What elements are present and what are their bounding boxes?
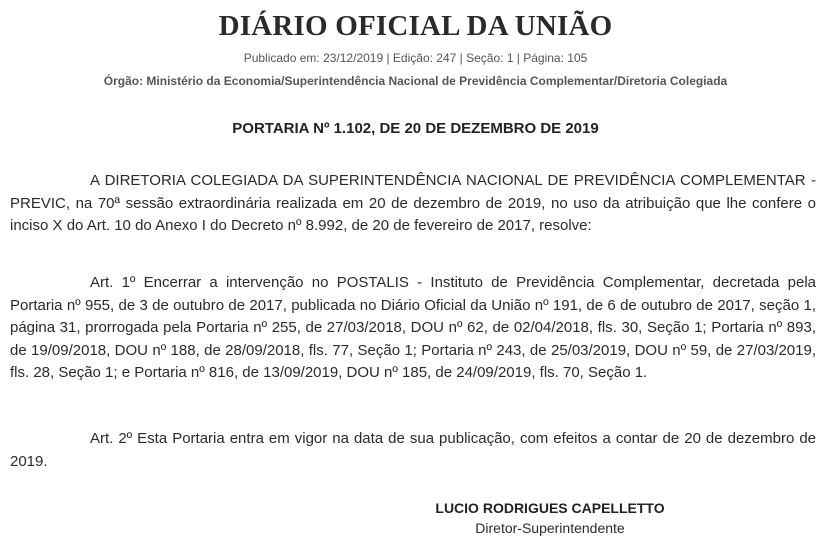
publication-info: Publicado em: 23/12/2019 | Edição: 247 | Seção: 1 | Página: 105	[243, 51, 588, 65]
orgao-line: Órgão: Ministério da Economia/Superintendência Nacional de Previdência Complementar/Diretoria Colegiada	[103, 74, 728, 88]
article-1-paragraph: Art. 1º Encerrar a intervenção no POSTALIS - Instituto de Previdência Complementar, decretada pela Portaria nº 955, de 3 de outubro de 2017, publicada no Diário Oficial da União nº 191, de 6 de outubro de 2017, seção 1, página 31, prorrogada pela Portaria nº 255, de 27/03/2018, DOU nº 62, de 02/04/2018, fls. 30, Seção 1; Portaria nº 893, de 19/09/2018, DOU nº 188, de 28/09/2018, fls. 77, Seção 1; Portaria nº 243, de 25/03/2019, DOU nº 59, de 27/03/2019, fls. 28, Seção 1; e Portaria nº 816, de 13/09/2019, DOU nº 185, de 24/09/2019, fls. 70, Seção 1.	[10, 274, 816, 381]
signatory-role: Diretor-Superintendente	[475, 520, 625, 536]
masthead-title: DIÁRIO OFICIAL DA UNIÃO	[218, 10, 613, 42]
preamble-paragraph: A DIRETORIA COLEGIADA DA SUPERINTENDÊNCIA NACIONAL DE PREVIDÊNCIA COMPLEMENTAR - PREVIC, na 70ª sessão extraordinária realizada em 20 de dezembro de 2019, no uso da atribuição que lhe confere o inciso X do Art. 10 do Anexo I do Decreto nº 8.992, de 20 de fevereiro de 2017, resolve:	[10, 172, 816, 234]
article-2-paragraph: Art. 2º Esta Portaria entra em vigor na data de sua publicação, com efeitos a contar de 20 de dezembro de 2019.	[10, 430, 816, 470]
portaria-title: PORTARIA Nº 1.102, DE 20 DE DEZEMBRO DE 2019	[232, 120, 599, 137]
signatory-name: LUCIO RODRIGUES CAPELLETTO	[435, 500, 665, 516]
